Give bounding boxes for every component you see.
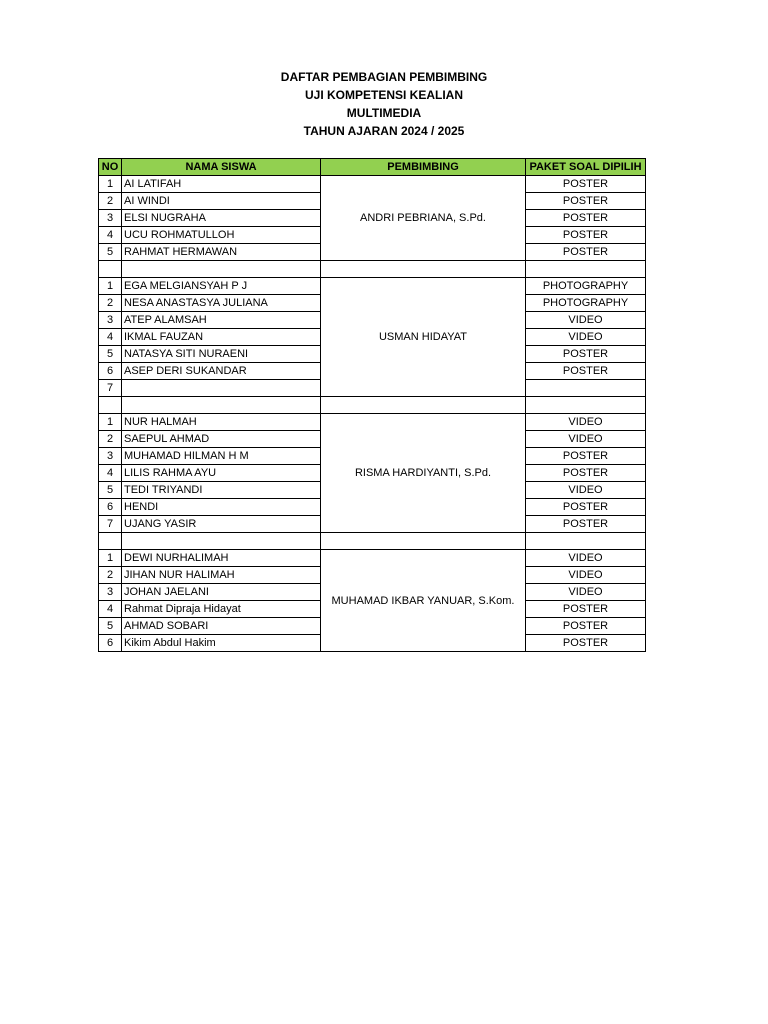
exam-package [526,380,646,397]
empty-cell [122,397,321,414]
empty-cell [526,533,646,550]
student-number: 5 [99,482,122,499]
student-number: 6 [99,499,122,516]
student-number: 3 [99,584,122,601]
student-name: MUHAMAD HILMAN H M [122,448,321,465]
exam-package: POSTER [526,346,646,363]
student-name: SAEPUL AHMAD [122,431,321,448]
table-row [99,414,646,431]
student-number: 5 [99,618,122,635]
exam-package: VIDEO [526,482,646,499]
title-line: DAFTAR PEMBAGIAN PEMBIMBING [280,70,488,84]
student-name: JOHAN JAELANI [122,584,321,601]
exam-package: POSTER [526,635,646,652]
student-number: 2 [99,567,122,584]
student-number: 2 [99,431,122,448]
empty-cell [321,397,526,414]
student-name: TEDI TRIYANDI [122,482,321,499]
student-name: ASEP DERI SUKANDAR [122,363,321,380]
student-number: 1 [99,414,122,431]
empty-cell [526,261,646,278]
student-name: AI WINDI [122,193,321,210]
student-number: 3 [99,448,122,465]
subtitle-line: UJI KOMPETENSI KEALIAN [304,88,463,102]
exam-package: POSTER [526,499,646,516]
exam-package: VIDEO [526,550,646,567]
group-separator-row [99,397,646,414]
exam-package: POSTER [526,363,646,380]
empty-cell [526,397,646,414]
table-header-row [99,159,646,176]
empty-cell [99,397,122,414]
student-name [122,380,321,397]
student-name: AI LATIFAH [122,176,321,193]
exam-package: POSTER [526,227,646,244]
header-mentor: PEMBIMBING [321,159,526,176]
exam-package: PHOTOGRAPHY [526,278,646,295]
table-row [99,550,646,567]
exam-package: VIDEO [526,431,646,448]
empty-cell [122,261,321,278]
empty-cell [321,261,526,278]
header-package: PAKET SOAL DIPILIH [526,159,646,176]
exam-package: POSTER [526,465,646,482]
student-number: 3 [99,210,122,227]
exam-package: VIDEO [526,567,646,584]
student-number: 3 [99,312,122,329]
student-number: 4 [99,601,122,618]
student-name: JIHAN NUR HALIMAH [122,567,321,584]
mentor-name: MUHAMAD IKBAR YANUAR, S.Kom. [321,550,526,652]
header-student-name: NAMA SISWA [122,159,321,176]
student-number: 7 [99,516,122,533]
exam-package: POSTER [526,244,646,261]
student-number: 1 [99,550,122,567]
student-number: 7 [99,380,122,397]
exam-package: POSTER [526,516,646,533]
exam-package: POSTER [526,176,646,193]
exam-package: VIDEO [526,414,646,431]
student-name: EGA MELGIANSYAH P J [122,278,321,295]
mentor-name: USMAN HIDAYAT [321,278,526,397]
mentor-name: RISMA HARDIYANTI, S.Pd. [321,414,526,533]
school-year-line: TAHUN AJARAN 2024 / 2025 [303,124,465,138]
student-name: NESA ANASTASYA JULIANA [122,295,321,312]
exam-package: POSTER [526,210,646,227]
student-number: 1 [99,176,122,193]
table-row [99,176,646,193]
student-name: AHMAD SOBARI [122,618,321,635]
exam-package: POSTER [526,193,646,210]
document-title [0,68,768,140]
exam-package: VIDEO [526,584,646,601]
mentor-name: ANDRI PEBRIANA, S.Pd. [321,176,526,261]
empty-cell [99,261,122,278]
table-body [99,176,646,652]
empty-cell [321,533,526,550]
exam-package: POSTER [526,601,646,618]
exam-package: POSTER [526,618,646,635]
group-separator-row [99,261,646,278]
student-number: 1 [99,278,122,295]
program-line: MULTIMEDIA [346,106,422,120]
student-number: 6 [99,363,122,380]
exam-package: POSTER [526,448,646,465]
empty-cell [99,533,122,550]
student-number: 5 [99,244,122,261]
exam-package: PHOTOGRAPHY [526,295,646,312]
student-name: HENDI [122,499,321,516]
empty-cell [122,533,321,550]
student-number: 6 [99,635,122,652]
student-name: ELSI NUGRAHA [122,210,321,227]
student-name: UCU ROHMATULLOH [122,227,321,244]
student-name: NATASYA SITI NURAENI [122,346,321,363]
mentor-assignment-table [98,158,646,652]
header-no: NO [99,159,122,176]
student-number: 2 [99,295,122,312]
exam-package: VIDEO [526,312,646,329]
student-name: IKMAL FAUZAN [122,329,321,346]
student-name: RAHMAT HERMAWAN [122,244,321,261]
student-number: 4 [99,465,122,482]
group-separator-row [99,533,646,550]
student-name: UJANG YASIR [122,516,321,533]
exam-package: VIDEO [526,329,646,346]
student-number: 5 [99,346,122,363]
student-name: Rahmat Dipraja Hidayat [122,601,321,618]
student-name: Kikim Abdul Hakim [122,635,321,652]
student-number: 4 [99,329,122,346]
table-row [99,278,646,295]
student-number: 2 [99,193,122,210]
student-name: DEWI NURHALIMAH [122,550,321,567]
student-name: NUR HALMAH [122,414,321,431]
student-number: 4 [99,227,122,244]
student-name: ATEP ALAMSAH [122,312,321,329]
student-name: LILIS RAHMA AYU [122,465,321,482]
